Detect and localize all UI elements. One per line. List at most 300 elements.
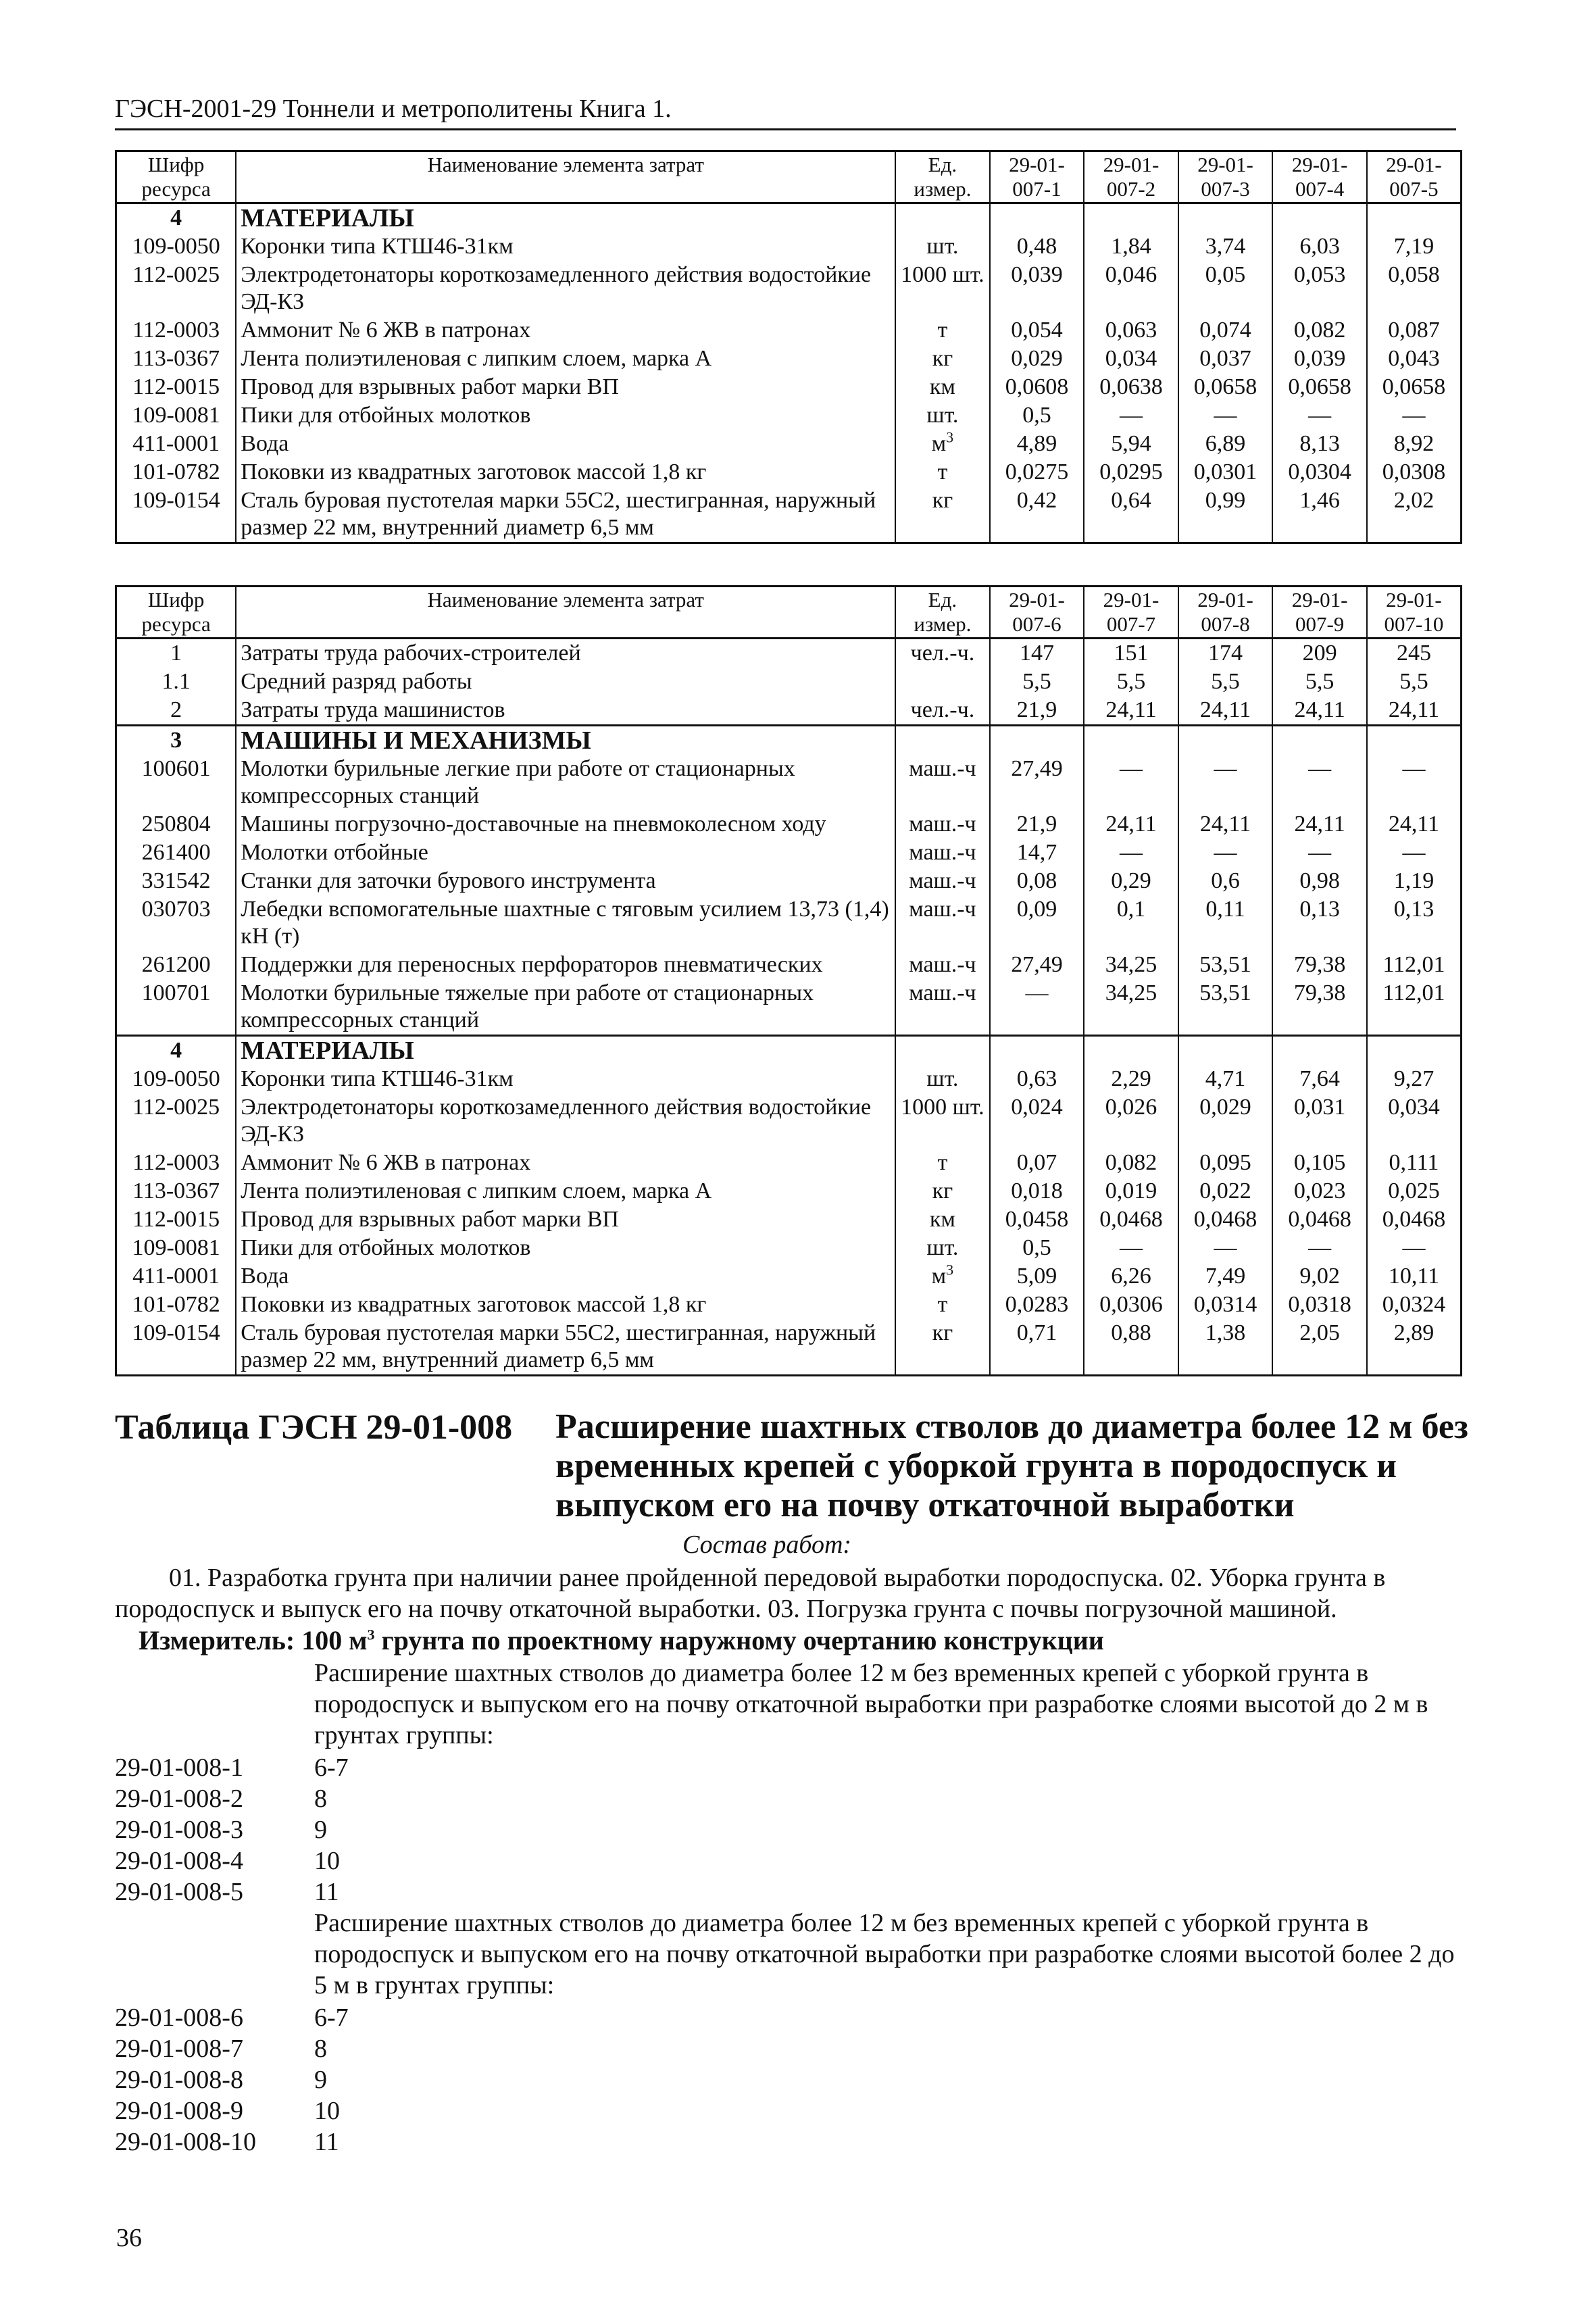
resource-name: Провод для взрывных работ марки ВП xyxy=(236,1205,895,1234)
resource-name: Станки для заточки бурового инструмента xyxy=(236,867,895,895)
value-cell xyxy=(1178,1036,1273,1066)
header-name: Наименование элемента затрат xyxy=(236,587,895,639)
value-cell: 6,89 xyxy=(1178,430,1273,458)
value-cell xyxy=(1272,726,1367,755)
value-cell: 2,89 xyxy=(1367,1319,1462,1376)
resource-code: 109-0081 xyxy=(116,401,236,430)
table-row xyxy=(116,487,1462,543)
table-row xyxy=(116,430,1462,458)
code-item xyxy=(115,2033,588,2064)
unit-cell xyxy=(895,867,990,895)
unit-text: чел.-ч. xyxy=(910,697,975,722)
value-cell: 27,49 xyxy=(990,951,1084,979)
unit-text: шт. xyxy=(926,403,959,428)
value-cell: 0,5 xyxy=(990,401,1084,430)
value-cell: 24,11 xyxy=(1084,810,1178,839)
unit-text: шт. xyxy=(926,234,959,259)
value-cell: 0,13 xyxy=(1367,895,1462,951)
header-unit: Ед. измер. xyxy=(895,151,990,203)
value-cell: — xyxy=(1272,401,1367,430)
value-cell: — xyxy=(1084,839,1178,867)
code-list-2 xyxy=(115,2002,588,2158)
value-cell: — xyxy=(1084,1234,1178,1262)
table-row xyxy=(116,232,1462,261)
value-cell: — xyxy=(1084,401,1178,430)
meter-sup: 3 xyxy=(367,1626,375,1643)
composition-text: 01. Разработка грунта при наличии ранее пройденной передовой выработки породоспуска. 02. Уборка грунта в породоспуск и выпуск его на почву откаточной выработки. 03. Погрузка грунта с почвы погрузочной машиной. xyxy=(115,1564,1386,1623)
value-cell: 0,111 xyxy=(1367,1149,1462,1177)
code-item xyxy=(115,1814,588,1845)
soil-group: 9 xyxy=(314,1816,327,1844)
value-cell xyxy=(1367,203,1462,233)
soil-group: 10 xyxy=(314,1847,340,1875)
value-cell: 0,0658 xyxy=(1272,373,1367,401)
unit-cell xyxy=(895,668,990,696)
resource-code: 100601 xyxy=(116,755,236,810)
value-cell: — xyxy=(1178,1234,1273,1262)
table-row xyxy=(116,668,1462,696)
resource-code: 1 xyxy=(116,639,236,668)
resource-code: 1.1 xyxy=(116,668,236,696)
unit-cell xyxy=(895,458,990,487)
value-cell: — xyxy=(1272,1234,1367,1262)
header-col-2: 29-01-007-2 xyxy=(1084,151,1178,203)
resource-code: 261200 xyxy=(116,951,236,979)
table-row xyxy=(116,373,1462,401)
code-list-1 xyxy=(115,1752,588,1908)
value-cell: — xyxy=(1367,839,1462,867)
unit-cell xyxy=(895,203,990,233)
code-item xyxy=(115,1845,588,1876)
value-cell: — xyxy=(1367,401,1462,430)
unit-cell xyxy=(895,639,990,668)
unit-text: м xyxy=(931,431,947,456)
value-cell: — xyxy=(1367,1234,1462,1262)
value-cell: — xyxy=(1178,839,1273,867)
resource-name: МАШИНЫ И МЕХАНИЗМЫ xyxy=(236,726,895,755)
header-col-8: 29-01-007-8 xyxy=(1178,587,1273,639)
resource-name: Поковки из квадратных заготовок массой 1,8 кг xyxy=(236,1291,895,1319)
value-cell: 209 xyxy=(1272,639,1367,668)
resource-name: Лента полиэтиленовая с липким слоем, марка А xyxy=(236,345,895,373)
resource-name: Вода xyxy=(236,430,895,458)
unit-text: маш.-ч xyxy=(909,868,976,893)
value-cell: 6,26 xyxy=(1084,1262,1178,1291)
value-cell: 5,5 xyxy=(1367,668,1462,696)
value-cell: 0,0638 xyxy=(1084,373,1178,401)
value-cell xyxy=(1178,203,1273,233)
soil-group: 8 xyxy=(314,2035,327,2063)
value-cell: 2,02 xyxy=(1367,487,1462,543)
unit-text: кг xyxy=(932,1178,953,1203)
value-cell: 0,48 xyxy=(990,232,1084,261)
unit-cell xyxy=(895,1319,990,1376)
table-row xyxy=(116,261,1462,316)
code-item xyxy=(115,2064,588,2095)
header-col-9: 29-01-007-9 xyxy=(1272,587,1367,639)
value-cell: 0,0304 xyxy=(1272,458,1367,487)
code-item xyxy=(115,1783,588,1814)
unit-text: кг xyxy=(932,1320,953,1345)
resource-name: Лебедки вспомогательные шахтные с тяговым усилием 13,73 (1,4) кН (т) xyxy=(236,895,895,951)
header-col-10: 29-01-007-10 xyxy=(1367,587,1462,639)
table-row xyxy=(116,951,1462,979)
value-cell: — xyxy=(1178,755,1273,810)
running-header: ГЭСН-2001-29 Тоннели и метрополитены Книга 1. xyxy=(115,93,1456,130)
unit-text: км xyxy=(929,1207,955,1232)
value-cell: 0,0458 xyxy=(990,1205,1084,1234)
unit-cell xyxy=(895,1291,990,1319)
value-cell: 0,022 xyxy=(1178,1177,1273,1205)
value-cell: 0,98 xyxy=(1272,867,1367,895)
value-cell: 0,0468 xyxy=(1272,1205,1367,1234)
resource-name: Молотки бурильные легкие при работе от стационарных компрессорных станций xyxy=(236,755,895,810)
value-cell: 24,11 xyxy=(1084,696,1178,726)
resource-name: Коронки типа КТШ46-31км xyxy=(236,1065,895,1093)
resource-code: 112-0003 xyxy=(116,1149,236,1177)
unit-text: чел.-ч. xyxy=(910,641,975,666)
resource-name: МАТЕРИАЛЫ xyxy=(236,1036,895,1066)
unit-text: шт. xyxy=(926,1066,959,1091)
value-cell: 0,026 xyxy=(1084,1093,1178,1149)
value-cell: 24,11 xyxy=(1272,810,1367,839)
table-row xyxy=(116,755,1462,810)
resource-code: 2 xyxy=(116,696,236,726)
value-cell: 0,087 xyxy=(1367,316,1462,345)
value-cell: 24,11 xyxy=(1272,696,1367,726)
page-number: 36 xyxy=(116,2224,142,2252)
soil-group: 11 xyxy=(314,1878,339,1906)
unit-cell xyxy=(895,895,990,951)
table-row xyxy=(116,345,1462,373)
table-title: Расширение шахтных стволов до диаметра более 12 м без временных крепей с уборкой грунта в породоспуск и выпуском его на почву откаточной выработки xyxy=(555,1408,1468,1524)
resource-name: Сталь буровая пустотелая марки 55С2, шестигранная, наружный размер 22 мм, внутренний диаметр 6,5 мм xyxy=(236,487,895,543)
unit-cell xyxy=(895,1093,990,1149)
measurement-unit xyxy=(139,1625,1456,1656)
value-cell xyxy=(990,726,1084,755)
resource-name: Провод для взрывных работ марки ВП xyxy=(236,373,895,401)
header-col-7: 29-01-007-7 xyxy=(1084,587,1178,639)
value-cell: 0,42 xyxy=(990,487,1084,543)
code-item xyxy=(115,2002,588,2033)
value-cell: 0,095 xyxy=(1178,1149,1273,1177)
value-cell: 1,38 xyxy=(1178,1319,1273,1376)
value-cell: 5,5 xyxy=(1084,668,1178,696)
value-cell: 0,039 xyxy=(1272,345,1367,373)
value-cell: 5,5 xyxy=(1272,668,1367,696)
value-cell: 0,0658 xyxy=(1367,373,1462,401)
section-row xyxy=(116,1036,1462,1066)
resource-code: 109-0050 xyxy=(116,1065,236,1093)
unit-text: км xyxy=(929,374,955,399)
table-row xyxy=(116,639,1462,668)
resource-code: 112-0015 xyxy=(116,1205,236,1234)
value-cell xyxy=(990,203,1084,233)
table-row xyxy=(116,1177,1462,1205)
resource-name: Пики для отбойных молотков xyxy=(236,1234,895,1262)
value-cell: 0,0468 xyxy=(1178,1205,1273,1234)
value-cell: 53,51 xyxy=(1178,979,1273,1036)
unit-text: т xyxy=(937,1292,948,1317)
value-cell: 10,11 xyxy=(1367,1262,1462,1291)
resource-code: 411-0001 xyxy=(116,430,236,458)
resource-name: Средний разряд работы xyxy=(236,668,895,696)
unit-cell xyxy=(895,1036,990,1066)
unit-cell xyxy=(895,1262,990,1291)
soil-group: 10 xyxy=(314,2097,340,2125)
unit-sup: 3 xyxy=(946,1262,954,1278)
norm-code: 29-01-008-9 xyxy=(115,2097,243,2125)
resource-code: 101-0782 xyxy=(116,458,236,487)
unit-cell xyxy=(895,1177,990,1205)
unit-cell xyxy=(895,232,990,261)
norm-code: 29-01-008-1 xyxy=(115,1753,243,1782)
value-cell: 4,71 xyxy=(1178,1065,1273,1093)
value-cell: 9,27 xyxy=(1367,1065,1462,1093)
header-col-3: 29-01-007-3 xyxy=(1178,151,1273,203)
value-cell: 0,08 xyxy=(990,867,1084,895)
resource-code: 250804 xyxy=(116,810,236,839)
resource-name: Затраты труда рабочих-строителей xyxy=(236,639,895,668)
value-cell: 34,25 xyxy=(1084,951,1178,979)
value-cell: 27,49 xyxy=(990,755,1084,810)
resource-table-007-1-5 xyxy=(115,150,1462,544)
value-cell: 0,0608 xyxy=(990,373,1084,401)
value-cell: 0,0318 xyxy=(1272,1291,1367,1319)
table-row xyxy=(116,401,1462,430)
resource-code: 109-0050 xyxy=(116,232,236,261)
value-cell: 0,074 xyxy=(1178,316,1273,345)
table-row xyxy=(116,458,1462,487)
soil-group: 6-7 xyxy=(314,2003,349,2032)
table-header-row xyxy=(116,587,1462,639)
value-cell: 0,0306 xyxy=(1084,1291,1178,1319)
value-cell: 0,0283 xyxy=(990,1291,1084,1319)
value-cell: 79,38 xyxy=(1272,951,1367,979)
soil-group: 8 xyxy=(314,1785,327,1813)
resource-name: МАТЕРИАЛЫ xyxy=(236,203,895,233)
value-cell: 21,9 xyxy=(990,696,1084,726)
value-cell: 0,0324 xyxy=(1367,1291,1462,1319)
resource-code: 261400 xyxy=(116,839,236,867)
value-cell xyxy=(1367,726,1462,755)
header-col-5: 29-01-007-5 xyxy=(1367,151,1462,203)
value-cell: 112,01 xyxy=(1367,979,1462,1036)
table-row xyxy=(116,696,1462,726)
table-row xyxy=(116,979,1462,1036)
value-cell: 0,054 xyxy=(990,316,1084,345)
resource-name: Электродетонаторы короткозамедленного действия водостойкие ЭД-КЗ xyxy=(236,261,895,316)
soil-group: 6-7 xyxy=(314,1753,349,1782)
resource-name: Машины погрузочно-доставочные на пневмоколесном ходу xyxy=(236,810,895,839)
value-cell: 0,0468 xyxy=(1084,1205,1178,1234)
value-cell: 2,29 xyxy=(1084,1065,1178,1093)
unit-cell xyxy=(895,979,990,1036)
value-cell: 3,74 xyxy=(1178,232,1273,261)
unit-cell xyxy=(895,261,990,316)
norm-code: 29-01-008-8 xyxy=(115,2066,243,2094)
table-row xyxy=(116,1093,1462,1149)
value-cell: 174 xyxy=(1178,639,1273,668)
unit-sup: 3 xyxy=(946,430,954,446)
value-cell: 0,0275 xyxy=(990,458,1084,487)
unit-text: маш.-ч xyxy=(909,812,976,837)
resource-name: Молотки бурильные тяжелые при работе от стационарных компрессорных станций xyxy=(236,979,895,1036)
value-cell xyxy=(1178,726,1273,755)
resource-code: 100701 xyxy=(116,979,236,1036)
table-label: Таблица ГЭСН 29-01-008 xyxy=(115,1408,513,1447)
meter-suffix: грунта по проектному наружному очертанию конструкции xyxy=(374,1625,1104,1656)
section-row xyxy=(116,203,1462,233)
unit-text: т xyxy=(937,318,948,343)
resource-code: 112-0015 xyxy=(116,373,236,401)
norm-code: 29-01-008-5 xyxy=(115,1878,243,1906)
unit-cell xyxy=(895,726,990,755)
unit-cell xyxy=(895,1149,990,1177)
value-cell: — xyxy=(1178,401,1273,430)
resource-name: Сталь буровая пустотелая марки 55С2, шестигранная, наружный размер 22 мм, внутренний диаметр 6,5 мм xyxy=(236,1319,895,1376)
value-cell: 0,053 xyxy=(1272,261,1367,316)
resource-code: 101-0782 xyxy=(116,1291,236,1319)
table-row xyxy=(116,1319,1462,1376)
unit-text: шт. xyxy=(926,1235,959,1260)
value-cell: 0,13 xyxy=(1272,895,1367,951)
norm-code: 29-01-008-6 xyxy=(115,2003,243,2032)
table-row xyxy=(116,895,1462,951)
value-cell: 0,037 xyxy=(1178,345,1273,373)
unit-text: 1000 шт. xyxy=(901,262,984,287)
value-cell: 0,023 xyxy=(1272,1177,1367,1205)
unit-text: 1000 шт. xyxy=(901,1095,984,1120)
value-cell xyxy=(1084,1036,1178,1066)
value-cell: 245 xyxy=(1367,639,1462,668)
value-cell: 0,0314 xyxy=(1178,1291,1273,1319)
unit-text: маш.-ч xyxy=(909,756,976,781)
resource-name: Лента полиэтиленовая с липким слоем, марка А xyxy=(236,1177,895,1205)
unit-cell xyxy=(895,839,990,867)
value-cell: 53,51 xyxy=(1178,951,1273,979)
resource-name: Аммонит № 6 ЖВ в патронах xyxy=(236,1149,895,1177)
value-cell: 147 xyxy=(990,639,1084,668)
value-cell: 24,11 xyxy=(1367,696,1462,726)
unit-cell xyxy=(895,345,990,373)
unit-cell xyxy=(895,755,990,810)
code-item xyxy=(115,1752,588,1783)
unit-cell xyxy=(895,696,990,726)
value-cell: 1,46 xyxy=(1272,487,1367,543)
resource-table-007-6-10 xyxy=(115,585,1462,1376)
section-row xyxy=(116,726,1462,755)
resource-name: Поковки из квадратных заготовок массой 1,8 кг xyxy=(236,458,895,487)
value-cell: 0,031 xyxy=(1272,1093,1367,1149)
norm-code: 29-01-008-4 xyxy=(115,1847,243,1875)
composition-heading: Состав работ: xyxy=(682,1530,852,1559)
resource-name: Молотки отбойные xyxy=(236,839,895,867)
resource-code: 113-0367 xyxy=(116,1177,236,1205)
value-cell: 34,25 xyxy=(1084,979,1178,1036)
value-cell: 0,025 xyxy=(1367,1177,1462,1205)
resource-code: 030703 xyxy=(116,895,236,951)
unit-cell xyxy=(895,951,990,979)
unit-text: кг xyxy=(932,488,953,513)
value-cell: 0,046 xyxy=(1084,261,1178,316)
value-cell: — xyxy=(1084,755,1178,810)
value-cell: 112,01 xyxy=(1367,951,1462,979)
value-cell: 0,11 xyxy=(1178,895,1273,951)
value-cell: 0,0658 xyxy=(1178,373,1273,401)
value-cell: 5,5 xyxy=(990,668,1084,696)
header-name: Наименование элемента затрат xyxy=(236,151,895,203)
value-cell: 4,89 xyxy=(990,430,1084,458)
value-cell: 0,1 xyxy=(1084,895,1178,951)
value-cell: 5,94 xyxy=(1084,430,1178,458)
value-cell: 0,082 xyxy=(1272,316,1367,345)
header-col-6: 29-01-007-6 xyxy=(990,587,1084,639)
resource-code: 109-0154 xyxy=(116,487,236,543)
unit-text: маш.-ч xyxy=(909,952,976,977)
value-cell: 0,034 xyxy=(1367,1093,1462,1149)
resource-code: 4 xyxy=(116,1036,236,1066)
value-cell: — xyxy=(1272,839,1367,867)
value-cell: 1,19 xyxy=(1367,867,1462,895)
value-cell xyxy=(1084,726,1178,755)
resource-code: 4 xyxy=(116,203,236,233)
unit-text: кг xyxy=(932,346,953,371)
value-cell: 5,5 xyxy=(1178,668,1273,696)
value-cell: 0,0308 xyxy=(1367,458,1462,487)
unit-text: маш.-ч xyxy=(909,897,976,922)
unit-cell xyxy=(895,810,990,839)
value-cell: 6,03 xyxy=(1272,232,1367,261)
value-cell: 0,105 xyxy=(1272,1149,1367,1177)
value-cell xyxy=(1272,203,1367,233)
table-row xyxy=(116,1262,1462,1291)
norm-code: 29-01-008-10 xyxy=(115,2128,256,2156)
resource-name: Аммонит № 6 ЖВ в патронах xyxy=(236,316,895,345)
value-cell: 0,0301 xyxy=(1178,458,1273,487)
unit-cell xyxy=(895,316,990,345)
resource-name: Вода xyxy=(236,1262,895,1291)
value-cell: 0,034 xyxy=(1084,345,1178,373)
value-cell: 0,88 xyxy=(1084,1319,1178,1376)
table-row xyxy=(116,867,1462,895)
table-row xyxy=(116,1205,1462,1234)
value-cell: 5,09 xyxy=(990,1262,1084,1291)
value-cell: 0,029 xyxy=(990,345,1084,373)
resource-code: 331542 xyxy=(116,867,236,895)
value-cell: 0,018 xyxy=(990,1177,1084,1205)
value-cell: 0,0468 xyxy=(1367,1205,1462,1234)
table-row xyxy=(116,1291,1462,1319)
value-cell: — xyxy=(1367,755,1462,810)
unit-text: т xyxy=(937,459,948,484)
value-cell: 14,7 xyxy=(990,839,1084,867)
group-description-1: Расширение шахтных стволов до диаметра более 12 м без временных крепей с уборкой грунта в породоспуск и выпуском его на почву откаточной выработки при разработке слоями высотой до 2 м в грунтах группы: xyxy=(314,1659,1428,1749)
resource-name: Поддержки для переносных перфораторов пневматических xyxy=(236,951,895,979)
value-cell: 0,5 xyxy=(990,1234,1084,1262)
table-row xyxy=(116,1234,1462,1262)
unit-cell xyxy=(895,487,990,543)
resource-name: Пики для отбойных молотков xyxy=(236,401,895,430)
resource-code: 112-0025 xyxy=(116,261,236,316)
value-cell: 0,019 xyxy=(1084,1177,1178,1205)
resource-name: Затраты труда машинистов xyxy=(236,696,895,726)
unit-cell xyxy=(895,1205,990,1234)
value-cell: 24,11 xyxy=(1178,696,1273,726)
resource-name: Коронки типа КТШ46-31км xyxy=(236,232,895,261)
value-cell xyxy=(1084,203,1178,233)
value-cell: 21,9 xyxy=(990,810,1084,839)
